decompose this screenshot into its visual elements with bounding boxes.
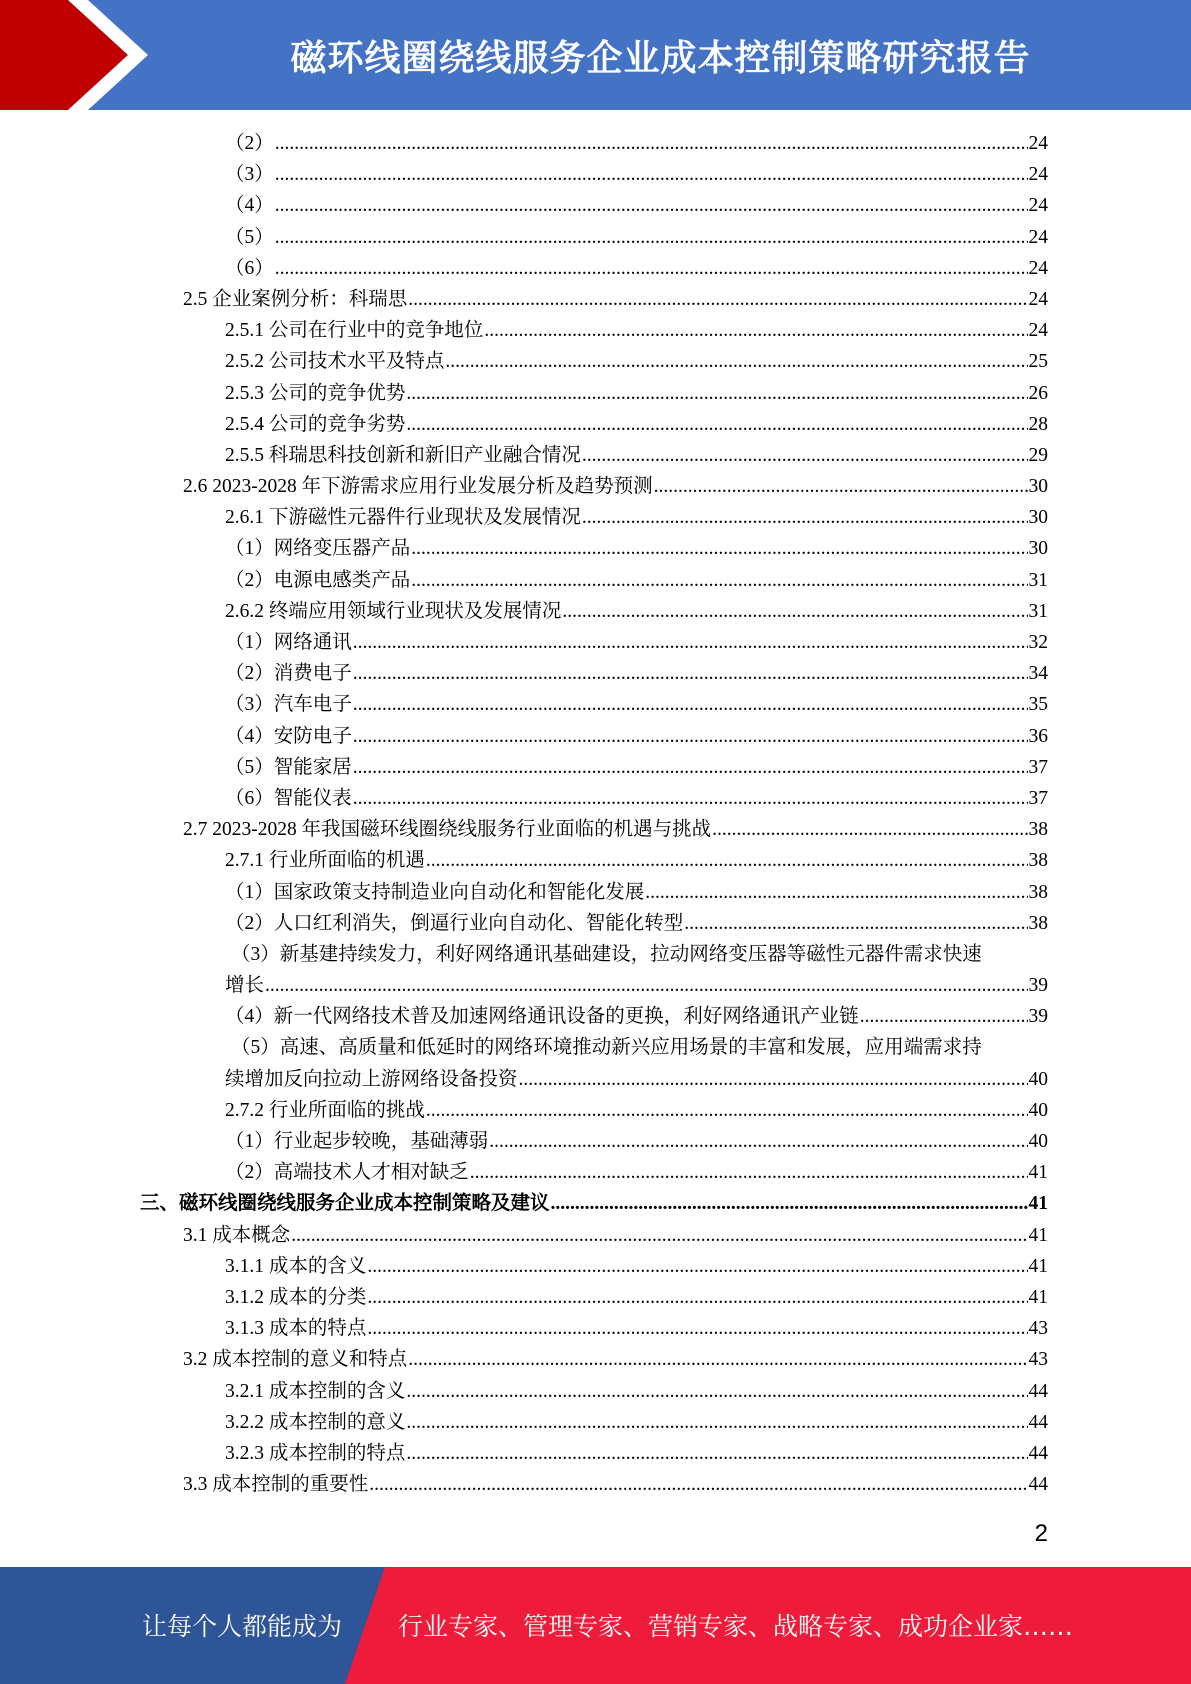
toc-dot-leader	[406, 1407, 1027, 1438]
toc-dot-leader	[860, 1001, 1028, 1032]
toc-entry-page: 38	[1028, 850, 1048, 872]
toc-entry[interactable]	[140, 908, 1048, 939]
toc-dot-leader	[275, 222, 1028, 253]
toc-entry[interactable]	[140, 689, 1048, 720]
toc-entry-page: 41	[1028, 1255, 1048, 1277]
toc-dot-leader	[654, 471, 1028, 502]
toc-entry-page: 31	[1028, 600, 1048, 622]
toc-entry[interactable]	[140, 128, 1048, 159]
toc-entry[interactable]	[140, 284, 1048, 315]
toc-entry-label: （3）新基建持续发力，利好网络通讯基础建设，拉动网络变压器等磁性元器件需求快速	[231, 943, 982, 965]
toc-entry[interactable]	[140, 471, 1048, 502]
toc-entry-page: 40	[1028, 1131, 1048, 1153]
toc-entry-label: 3.2 成本控制的意义和特点	[183, 1349, 408, 1371]
toc-entry[interactable]	[140, 721, 1048, 752]
toc-entry-label: （6）	[225, 257, 274, 279]
toc-entry-page: 31	[1028, 569, 1048, 591]
toc-entry-page: 40	[1028, 1068, 1048, 1090]
toc-entry-label: （2）人口红利消失，倒逼行业向自动化、智能化转型	[225, 912, 684, 934]
toc-entry[interactable]	[140, 253, 1048, 284]
toc-entry-label: 2.7.2 行业所面临的挑战	[225, 1099, 425, 1121]
toc-dot-leader	[367, 1313, 1027, 1344]
toc-entry-page: 41	[1028, 1193, 1048, 1215]
toc-entry-page: 24	[1028, 257, 1048, 279]
toc-entry[interactable]	[140, 814, 1048, 845]
toc-entry-label: （1）行业起步较晚，基础薄弱	[225, 1131, 489, 1153]
toc-entry-page: 24	[1028, 195, 1048, 217]
toc-entry-label: （2）电源电感类产品	[225, 569, 411, 591]
toc-entry[interactable]	[140, 1282, 1048, 1313]
toc-entry[interactable]	[140, 346, 1048, 377]
toc-entry-page: 41	[1028, 1162, 1048, 1184]
toc-entry-page: 44	[1028, 1442, 1048, 1464]
toc-entry[interactable]	[140, 1438, 1048, 1469]
toc-entry-page: 40	[1028, 1099, 1048, 1121]
toc-entry[interactable]	[140, 783, 1048, 814]
table-of-contents	[140, 128, 1048, 1500]
toc-entry-label: 三、磁环线圈绕线服务企业成本控制策略及建议	[140, 1193, 550, 1215]
toc-entry-page: 34	[1028, 663, 1048, 685]
toc-entry-page: 38	[1028, 819, 1048, 841]
toc-entry-label: 3.2.1 成本控制的含义	[225, 1380, 406, 1402]
toc-entry-page: 30	[1028, 507, 1048, 529]
toc-dot-leader	[484, 315, 1027, 346]
toc-dot-leader	[489, 1126, 1027, 1157]
toc-entry[interactable]	[140, 440, 1048, 471]
toc-entry[interactable]	[140, 1220, 1048, 1251]
page-footer	[0, 1567, 1191, 1684]
toc-entry-page: 35	[1028, 694, 1048, 716]
toc-entry-label-continued: 续增加反向拉动上游网络设备投资	[225, 1068, 518, 1090]
toc-dot-leader	[369, 1469, 1027, 1500]
toc-entry-label: （6）智能仪表	[225, 787, 352, 809]
toc-entry[interactable]	[140, 1126, 1048, 1157]
toc-entry[interactable]	[140, 596, 1048, 627]
toc-dot-leader	[408, 1344, 1027, 1375]
toc-entry-label: 3.1.2 成本的分类	[225, 1286, 367, 1308]
toc-entry-label: （5）	[225, 226, 274, 248]
toc-entry-label: （1）网络变压器产品	[225, 538, 411, 560]
toc-entry[interactable]	[140, 845, 1048, 876]
toc-entry-label: 2.5 企业案例分析：科瑞思	[183, 288, 408, 310]
toc-entry-label: 2.5.1 公司在行业中的竞争地位	[225, 320, 484, 342]
toc-entry-page: 43	[1028, 1318, 1048, 1340]
toc-entry-label: 2.6.1 下游磁性元器件行业现状及发展情况	[225, 507, 581, 529]
toc-dot-leader	[406, 1438, 1027, 1469]
toc-entry[interactable]	[140, 533, 1048, 564]
toc-entry[interactable]	[140, 1032, 1048, 1094]
toc-entry[interactable]	[140, 1095, 1048, 1126]
toc-entry[interactable]	[140, 627, 1048, 658]
toc-dot-leader	[551, 1188, 1028, 1219]
toc-dot-leader	[367, 1251, 1027, 1282]
toc-entry[interactable]	[140, 752, 1048, 783]
toc-entry[interactable]	[140, 1188, 1048, 1219]
toc-entry-label: 2.6 2023-2028 年下游需求应用行业发展分析及趋势预测	[183, 476, 653, 498]
toc-entry-page: 24	[1028, 288, 1048, 310]
toc-entry-page: 38	[1028, 912, 1048, 934]
toc-dot-leader	[353, 658, 1028, 689]
toc-entry[interactable]	[140, 1001, 1048, 1032]
toc-dot-leader	[291, 1220, 1027, 1251]
toc-entry[interactable]	[140, 1157, 1048, 1188]
toc-dot-leader	[406, 1376, 1027, 1407]
toc-entry[interactable]	[140, 502, 1048, 533]
toc-entry-label: 2.6.2 终端应用领域行业现状及发展情况	[225, 600, 562, 622]
toc-entry-label-continued: 增长	[225, 975, 265, 997]
toc-dot-leader	[353, 721, 1028, 752]
toc-entry[interactable]	[140, 877, 1048, 908]
toc-entry[interactable]	[140, 1344, 1048, 1375]
toc-dot-leader	[645, 877, 1027, 908]
toc-entry-page: 26	[1028, 382, 1048, 404]
toc-entry-label: 2.5.2 公司技术水平及特点	[225, 351, 445, 373]
toc-entry-label: 2.7.1 行业所面临的机遇	[225, 850, 425, 872]
toc-dot-leader	[684, 908, 1027, 939]
page-number: 2	[1034, 1520, 1048, 1547]
toc-dot-leader	[275, 159, 1028, 190]
footer-slogan-left: 让每个人都能成为	[142, 1612, 343, 1641]
toc-entry[interactable]	[140, 565, 1048, 596]
toc-entry-page: 39	[1028, 975, 1048, 997]
toc-dot-leader	[406, 378, 1027, 409]
toc-entry[interactable]	[140, 315, 1048, 346]
toc-entry-label: （5）智能家居	[225, 756, 352, 778]
toc-entry[interactable]	[140, 658, 1048, 689]
toc-entry-label: 3.3 成本控制的重要性	[183, 1474, 369, 1496]
toc-entry-label: （4）新一代网络技术普及加速网络通讯设备的更换，利好网络通讯产业链	[225, 1006, 859, 1028]
toc-entry-page: 24	[1028, 226, 1048, 248]
toc-entry-label: 3.1.3 成本的特点	[225, 1318, 367, 1340]
toc-dot-leader	[582, 440, 1028, 471]
toc-dot-leader	[406, 409, 1027, 440]
toc-entry-label: （2）消费电子	[225, 663, 352, 685]
toc-entry-page: 39	[1028, 1006, 1048, 1028]
toc-entry-label: （2）高端技术人才相对缺乏	[225, 1162, 469, 1184]
toc-dot-leader	[275, 128, 1028, 159]
toc-entry[interactable]	[140, 409, 1048, 440]
toc-entry-label: （4）	[225, 195, 274, 217]
toc-entry-label: 2.5.5 科瑞思科技创新和新旧产业融合情况	[225, 444, 581, 466]
toc-entry-label: 2.5.4 公司的竞争劣势	[225, 413, 406, 435]
toc-entry-label: （1）国家政策支持制造业向自动化和智能化发展	[225, 881, 645, 903]
toc-entry-label: （4）安防电子	[225, 725, 352, 747]
toc-entry-page: 32	[1028, 632, 1048, 653]
toc-dot-leader	[353, 783, 1028, 814]
toc-entry-label: 2.7 2023-2028 年我国磁环线圈绕线服务行业面临的机遇与挑战	[183, 819, 712, 841]
toc-entry-page: 41	[1028, 1224, 1048, 1246]
toc-dot-leader	[582, 502, 1028, 533]
toc-entry-page: 24	[1028, 133, 1048, 154]
toc-dot-leader	[265, 970, 1027, 1001]
toc-entry-page: 38	[1028, 881, 1048, 903]
toc-entry-page: 29	[1028, 444, 1048, 466]
toc-entry-page: 36	[1028, 725, 1048, 747]
toc-entry-page: 44	[1028, 1474, 1048, 1496]
toc-entry-page: 37	[1028, 787, 1048, 809]
toc-entry-label: （3）汽车电子	[225, 694, 352, 716]
toc-dot-leader	[408, 284, 1027, 315]
toc-entry-label: （3）	[225, 164, 274, 186]
toc-entry-label: 3.2.3 成本控制的特点	[225, 1442, 406, 1464]
toc-dot-leader	[470, 1157, 1028, 1188]
toc-entry-page: 30	[1028, 476, 1048, 498]
toc-entry-page: 25	[1028, 351, 1048, 373]
toc-entry-page: 30	[1028, 538, 1048, 560]
toc-entry-page: 37	[1028, 756, 1048, 778]
toc-dot-leader	[562, 596, 1027, 627]
toc-dot-leader	[275, 190, 1028, 221]
toc-dot-leader	[353, 689, 1028, 720]
toc-entry-page: 24	[1028, 164, 1048, 186]
toc-entry-page: 44	[1028, 1380, 1048, 1402]
report-title: 磁环线圈绕线服务企业成本控制策略研究报告	[290, 38, 1031, 79]
toc-entry[interactable]	[140, 939, 1048, 1001]
toc-entry[interactable]	[140, 1376, 1048, 1407]
toc-dot-leader	[712, 814, 1027, 845]
footer-slogan-right: 行业专家、管理专家、营销专家、战略专家、成功企业家……	[398, 1612, 1074, 1641]
toc-dot-leader	[353, 752, 1028, 783]
toc-dot-leader	[411, 533, 1027, 564]
toc-entry-page: 44	[1028, 1411, 1048, 1433]
toc-entry-label: （1）网络通讯	[225, 632, 352, 653]
toc-dot-leader	[275, 253, 1028, 284]
toc-entry-label: 3.1.1 成本的含义	[225, 1255, 367, 1277]
toc-entry-page: 28	[1028, 413, 1048, 435]
toc-entry[interactable]	[140, 159, 1048, 190]
toc-entry[interactable]	[140, 1407, 1048, 1438]
toc-entry[interactable]	[140, 222, 1048, 253]
toc-dot-leader	[411, 565, 1027, 596]
toc-dot-leader	[445, 346, 1027, 377]
toc-entry-label: （5）高速、高质量和低延时的网络环境推动新兴应用场景的丰富和发展，应用端需求持	[231, 1037, 982, 1059]
toc-entry[interactable]	[140, 190, 1048, 221]
toc-entry-label: （2）	[225, 133, 274, 154]
toc-entry[interactable]	[140, 378, 1048, 409]
toc-entry[interactable]	[140, 1469, 1048, 1500]
toc-entry-page: 43	[1028, 1349, 1048, 1371]
toc-entry[interactable]	[140, 1313, 1048, 1344]
toc-entry-page: 41	[1028, 1286, 1048, 1308]
toc-entry-label: 3.2.2 成本控制的意义	[225, 1411, 406, 1433]
page-header	[0, 0, 1191, 110]
toc-entry-page: 24	[1028, 320, 1048, 342]
toc-entry-label: 3.1 成本概念	[183, 1224, 291, 1246]
toc-entry[interactable]	[140, 1251, 1048, 1282]
toc-entry-label: 2.5.3 公司的竞争优势	[225, 382, 406, 404]
toc-dot-leader	[519, 1064, 1028, 1095]
toc-dot-leader	[367, 1282, 1027, 1313]
toc-dot-leader	[426, 1095, 1028, 1126]
toc-dot-leader	[426, 845, 1028, 876]
toc-dot-leader	[353, 627, 1028, 658]
